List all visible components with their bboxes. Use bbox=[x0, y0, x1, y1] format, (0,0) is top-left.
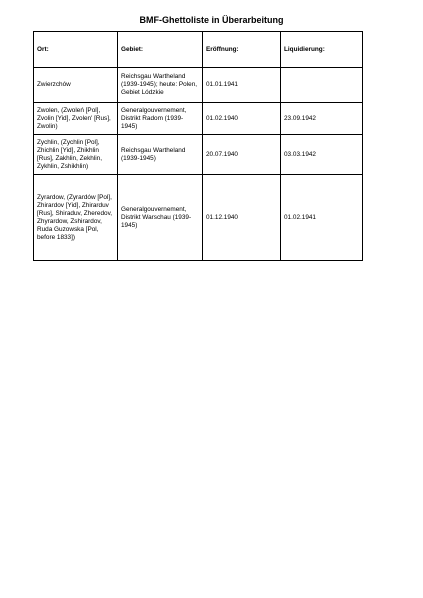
cell-gebiet: Generalgouvernement, Distrikt Warschau (1939-1945) bbox=[118, 175, 203, 261]
cell-ort: Zyrardow, (Żyrardów [Pol], Zhirardov [Yid], Zhirarduv [Rus], Shiraduv, Zheredov, Zhyrardow, Zshirardov, Ruda Guzowska [Pol, before 1833]) bbox=[34, 175, 118, 261]
table-row bbox=[34, 175, 363, 261]
column-header-gebiet: Gebiet: bbox=[118, 32, 203, 68]
ghetto-table bbox=[33, 31, 363, 261]
column-header-eroeffnung: Eröffnung: bbox=[203, 32, 281, 68]
cell-gebiet: Reichsgau Wartheland (1939-1945) bbox=[118, 135, 203, 175]
cell-eroeffnung: 01.02.1940 bbox=[203, 103, 281, 135]
table-row bbox=[34, 135, 363, 175]
cell-gebiet: Reichsgau Wartheland (1939-1945); heute: Polen, Gebiet Lódzkie bbox=[118, 68, 203, 103]
cell-liquidierung: 23.09.1942 bbox=[281, 103, 363, 135]
cell-liquidierung: 01.02.1941 bbox=[281, 175, 363, 261]
cell-gebiet: Generalgouvernement, Distrikt Radom (1939-1945) bbox=[118, 103, 203, 135]
cell-eroeffnung: 20.07.1940 bbox=[203, 135, 281, 175]
table-row bbox=[34, 68, 363, 103]
cell-ort: Zwierzchów bbox=[34, 68, 118, 103]
cell-liquidierung bbox=[281, 68, 363, 103]
cell-liquidierung: 03.03.1942 bbox=[281, 135, 363, 175]
table-row bbox=[34, 103, 363, 135]
document-title: BMF-Ghettoliste in Überarbeitung bbox=[139, 15, 284, 25]
column-header-ort: Ort: bbox=[34, 32, 118, 68]
cell-eroeffnung: 01.01.1941 bbox=[203, 68, 281, 103]
column-header-liquidierung: Liquidierung: bbox=[281, 32, 363, 68]
cell-ort: Zychlin, (Żychlin [Pol], Zhichlin [Yid], Zhikhlin [Rus], Zakhlin, Zekhlin, Zykhlin, Zshikhlin) bbox=[34, 135, 118, 175]
cell-eroeffnung: 01.12.1940 bbox=[203, 175, 281, 261]
cell-ort: Zwolen, (Zwoleń [Pol], Zvolin [Yid], Zvolen' [Rus], Zwolin) bbox=[34, 103, 118, 135]
table-header-row bbox=[34, 32, 363, 68]
